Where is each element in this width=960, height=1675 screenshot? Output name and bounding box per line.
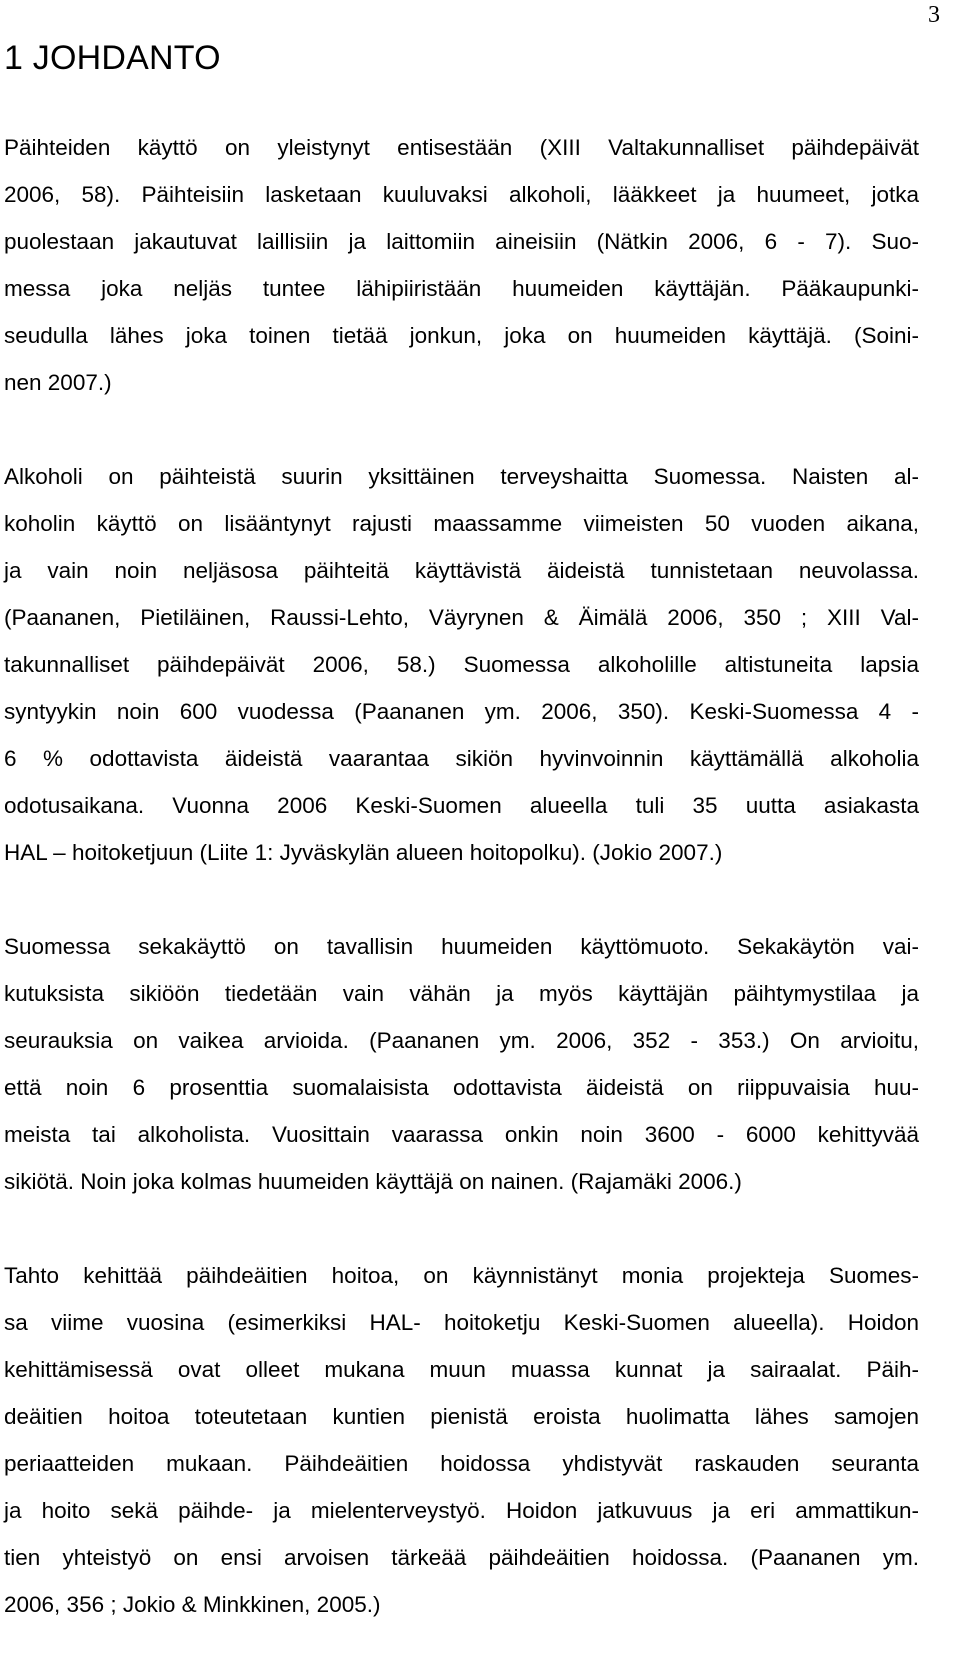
text-line: 6 % odottavista äideistä vaarantaa sikiön hyvinvoinnin käyttämällä alkoholia xyxy=(4,746,919,771)
text-line: Alkoholi on päihteistä suurin yksittäinen terveyshaitta Suomessa. Naisten al- xyxy=(4,464,919,489)
text-line: Päihteiden käyttö on yleistynyt entisestään (XIII Valtakunnalliset päihdepäivät xyxy=(4,135,919,160)
text-line: meista tai alkoholista. Vuosittain vaarassa onkin noin 3600 - 6000 kehittyvää xyxy=(4,1122,919,1147)
text-line: messa joka neljäs tuntee lähipiiristään huumeiden käyttäjän. Pääkaupunki- xyxy=(4,276,919,301)
text-line: seurauksia on vaikea arvioida. (Paananen ym. 2006, 352 - 353.) On arvioitu, xyxy=(4,1028,919,1053)
text-line: ja vain noin neljäsosa päihteitä käyttävistä äideistä tunnistetaan neuvolassa. xyxy=(4,558,919,583)
paragraph-1 xyxy=(4,124,919,406)
text-line: kutuksista sikiöön tiedetään vain vähän ja myös käyttäjän päihtymystilaa ja xyxy=(4,981,919,1006)
text-line: takunnalliset päihdepäivät 2006, 58.) Suomessa alkoholille altistuneita lapsia xyxy=(4,652,919,677)
text-line: 2006, 58). Päihteisiin lasketaan kuuluvaksi alkoholi, lääkkeet ja huumeet, jotka xyxy=(4,182,919,207)
text-line: periaatteiden mukaan. Päihdeäitien hoidossa yhdistyvät raskauden seuranta xyxy=(4,1451,919,1476)
text-line: että noin 6 prosenttia suomalaisista odottavista äideistä on riippuvaisia huu- xyxy=(4,1075,919,1100)
paragraph-3 xyxy=(4,923,919,1205)
text-line: 2006, 356 ; Jokio & Minkkinen, 2005.) xyxy=(4,1592,381,1617)
text-line: HAL – hoitoketjuun (Liite 1: Jyväskylän alueen hoitopolku). (Jokio 2007.) xyxy=(4,840,723,865)
text-line: seudulla lähes joka toinen tietää jonkun, joka on huumeiden käyttäjä. (Soini- xyxy=(4,323,919,348)
paragraph-2 xyxy=(4,453,919,876)
text-line: puolestaan jakautuvat laillisiin ja laittomiin aineisiin (Nätkin 2006, 6 - 7). Suo- xyxy=(4,229,919,254)
text-line: tien yhteistyö on ensi arvoisen tärkeää päihdeäitien hoidossa. (Paananen ym. xyxy=(4,1545,919,1570)
text-line: deäitien hoitoa toteutetaan kuntien pienistä eroista huolimatta lähes samojen xyxy=(4,1404,919,1429)
text-line: koholin käyttö on lisääntynyt rajusti maassamme viimeisten 50 vuoden aikana, xyxy=(4,511,919,536)
text-line: Suomessa sekakäyttö on tavallisin huumeiden käyttömuoto. Sekakäytön vai- xyxy=(4,934,919,959)
text-line: ja hoito sekä päihde- ja mielenterveystyö. Hoidon jatkuvuus ja eri ammattikun- xyxy=(4,1498,919,1523)
text-line: Tahto kehittää päihdeäitien hoitoa, on käynnistänyt monia projekteja Suomes- xyxy=(4,1263,919,1288)
text-line: (Paananen, Pietiläinen, Raussi-Lehto, Väyrynen & Äimälä 2006, 350 ; XIII Val- xyxy=(4,605,919,630)
text-line: nen 2007.) xyxy=(4,370,112,395)
text-line: sikiötä. Noin joka kolmas huumeiden käyttäjä on nainen. (Rajamäki 2006.) xyxy=(4,1169,742,1194)
text-line: odotusaikana. Vuonna 2006 Keski-Suomen alueella tuli 35 uutta asiakasta xyxy=(4,793,919,818)
paragraph-4 xyxy=(4,1252,919,1628)
text-line: kehittämisessä ovat olleet mukana muun muassa kunnat ja sairaalat. Päih- xyxy=(4,1357,919,1382)
text-line: syntyykin noin 600 vuodessa (Paananen ym. 2006, 350). Keski-Suomessa 4 - xyxy=(4,699,919,724)
body-text xyxy=(4,124,919,1675)
page-number: 3 xyxy=(928,2,940,28)
text-line: sa viime vuosina (esimerkiksi HAL- hoitoketju Keski-Suomen alueella). Hoidon xyxy=(4,1310,919,1335)
chapter-heading: 1 JOHDANTO xyxy=(4,39,221,77)
